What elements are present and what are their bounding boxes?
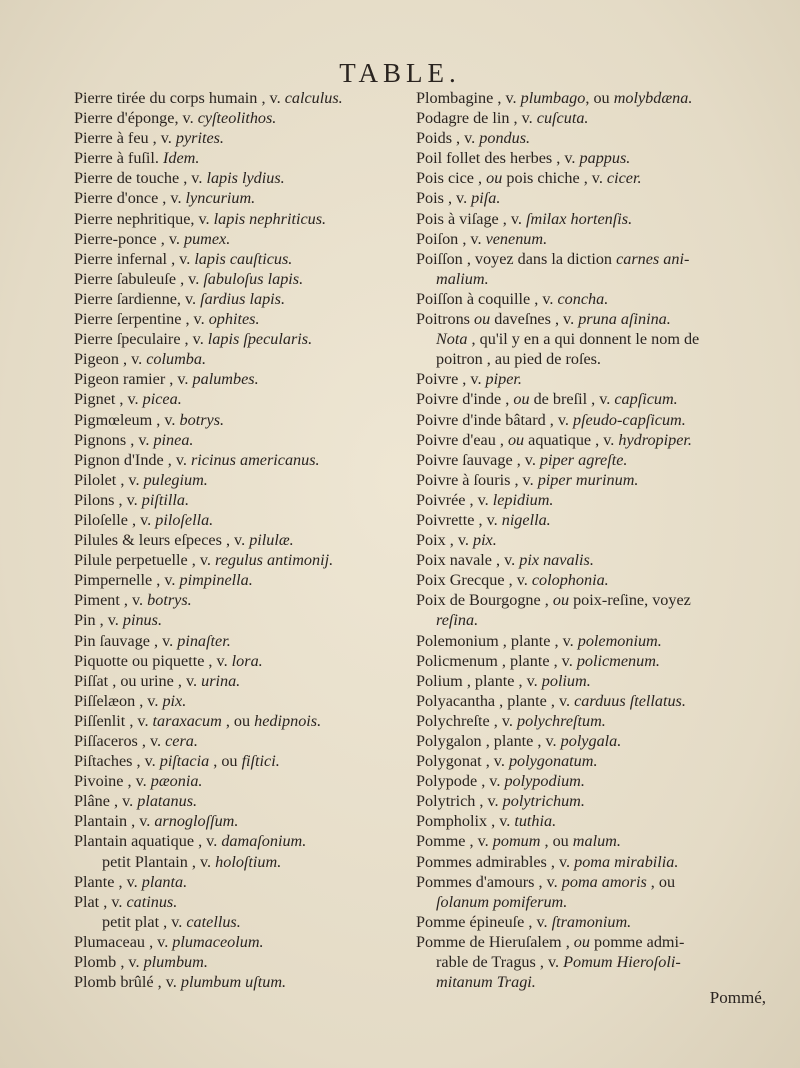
latin-term: piper agreſte. bbox=[539, 450, 628, 469]
latin-term: ou bbox=[513, 390, 530, 409]
latin-term: holoſtium. bbox=[215, 852, 282, 871]
latin-term: ſabuloſus lapis. bbox=[203, 269, 304, 288]
index-entry bbox=[74, 410, 404, 430]
entry-text: Pierre ſardienne, v. bbox=[74, 289, 201, 308]
entry-text: Polium , plante , v. bbox=[416, 671, 542, 690]
entry-text: Poiſſon à coquille , v. bbox=[416, 289, 558, 308]
page-title: TABLE. bbox=[339, 58, 461, 88]
entry-text: poix-reſine, voyez bbox=[569, 591, 691, 610]
entry-text: Pierre à feu , v. bbox=[74, 129, 176, 148]
index-entry bbox=[416, 912, 776, 932]
latin-term: cera. bbox=[165, 732, 198, 750]
index-entry bbox=[416, 389, 776, 409]
entry-text: Poiſon , v. bbox=[416, 229, 486, 248]
entry-text: Pignon d'Inde , v. bbox=[74, 450, 191, 469]
latin-term: ſardius lapis. bbox=[200, 289, 286, 308]
latin-term: polypodium. bbox=[504, 772, 585, 791]
index-entry bbox=[74, 711, 404, 731]
entry-text: Pigeon , v. bbox=[74, 350, 147, 369]
entry-text: Plat , v. bbox=[74, 892, 127, 911]
latin-term: carduus ſtellatus. bbox=[574, 691, 686, 710]
index-entry bbox=[74, 550, 404, 570]
index-entry bbox=[74, 148, 404, 168]
index-entry bbox=[74, 329, 404, 349]
index-entry bbox=[416, 872, 776, 892]
latin-term: piper. bbox=[485, 370, 522, 389]
entry-text: , ou bbox=[221, 711, 255, 730]
right-column bbox=[416, 88, 776, 992]
index-entry bbox=[74, 570, 404, 590]
index-entry bbox=[416, 610, 776, 630]
entry-text: Pois à viſage , v. bbox=[416, 209, 526, 228]
entry-text: Poids , v. bbox=[416, 129, 480, 148]
index-entry bbox=[74, 349, 404, 369]
entry-text: , qu'il y en a qui donnent le nom de bbox=[467, 330, 700, 349]
entry-text: Piſſaceros , v. bbox=[74, 732, 166, 750]
entry-text: Pilons , v. bbox=[74, 490, 142, 509]
latin-term: pulegium. bbox=[143, 470, 208, 489]
index-entry bbox=[74, 892, 404, 912]
entry-text: Pignons , v. bbox=[74, 430, 154, 449]
index-entry bbox=[74, 369, 404, 389]
index-entry bbox=[416, 651, 776, 671]
latin-term: lyncurium. bbox=[185, 189, 256, 208]
latin-term: lepidium. bbox=[492, 490, 554, 509]
latin-term: cicer. bbox=[606, 169, 642, 188]
entry-text: Pierre tirée du corps humain , v. bbox=[74, 89, 285, 107]
entry-text: aquatique , v. bbox=[524, 430, 619, 449]
index-entry bbox=[416, 811, 776, 831]
index-entry bbox=[74, 249, 404, 269]
index-entry bbox=[74, 671, 404, 691]
latin-term: malium. bbox=[436, 269, 489, 288]
latin-term: reſina. bbox=[436, 611, 479, 630]
index-entry bbox=[74, 610, 404, 630]
latin-term: ou bbox=[486, 169, 503, 188]
latin-term: regulus antimonij. bbox=[215, 551, 334, 570]
entry-text: Pin ſauvage , v. bbox=[74, 631, 178, 650]
latin-term: cuſcuta. bbox=[536, 109, 589, 128]
entry-text: Poitrons bbox=[416, 310, 475, 329]
entry-text: poitron , au pied de roſes. bbox=[436, 350, 601, 369]
latin-term: pſeudo-capſicum. bbox=[572, 410, 686, 429]
latin-term: ou bbox=[573, 932, 590, 951]
latin-term: mitanum Tragi. bbox=[436, 973, 536, 992]
latin-term: piſa. bbox=[471, 189, 501, 208]
latin-term: picea. bbox=[142, 390, 182, 409]
index-entry bbox=[74, 831, 404, 851]
latin-term: cyſteolithos. bbox=[197, 109, 277, 128]
entry-text: petit plat , v. bbox=[102, 912, 187, 931]
entry-text: Polygalon , plante , v. bbox=[416, 732, 561, 750]
latin-term: pruna aſinina. bbox=[578, 310, 671, 329]
latin-term: policmenum. bbox=[576, 651, 660, 670]
latin-term: Idem. bbox=[163, 149, 200, 168]
latin-term: poma amoris bbox=[561, 872, 647, 891]
entry-text: Podagre de lin , v. bbox=[416, 109, 537, 128]
entry-text: pomme admi- bbox=[589, 932, 685, 951]
entry-text: Plumaceau , v. bbox=[74, 932, 173, 951]
index-entry bbox=[74, 88, 404, 108]
latin-term: venenum. bbox=[485, 229, 548, 248]
entry-text: Polemonium , plante , v. bbox=[416, 631, 578, 650]
entry-text: rable de Tragus , v. bbox=[436, 953, 564, 972]
entry-text: Pilules & leurs eſpeces , v. bbox=[74, 531, 250, 550]
entry-text: Piſſelæon , v. bbox=[74, 691, 163, 710]
index-entry bbox=[416, 510, 776, 530]
entry-text: , ou bbox=[585, 89, 614, 107]
entry-text: Pierre nephritique, v. bbox=[74, 209, 214, 228]
entry-text: Poivre d'inde bâtard , v. bbox=[416, 410, 573, 429]
index-entry bbox=[416, 570, 776, 590]
index-entry bbox=[416, 530, 776, 550]
index-entry bbox=[416, 209, 776, 229]
entry-text: Pierre-ponce , v. bbox=[74, 229, 184, 248]
index-entry bbox=[74, 209, 404, 229]
entry-text: Piquotte ou piquette , v. bbox=[74, 651, 232, 670]
entry-text: Pilule perpetuelle , v. bbox=[74, 551, 215, 570]
entry-text: Pin , v. bbox=[74, 611, 123, 630]
latin-term: pumex. bbox=[183, 229, 231, 248]
entry-text: Polygonat , v. bbox=[416, 752, 509, 771]
entry-text: Policmenum , plante , v. bbox=[416, 651, 577, 670]
latin-term: malum. bbox=[572, 832, 621, 851]
index-entry bbox=[74, 229, 404, 249]
entry-text: Polyacantha , plante , v. bbox=[416, 691, 575, 710]
entry-text: Pois , v. bbox=[416, 189, 472, 208]
index-entry bbox=[74, 470, 404, 490]
index-entry bbox=[74, 651, 404, 671]
latin-term: columba. bbox=[146, 350, 207, 369]
index-entry bbox=[416, 309, 776, 329]
latin-term: urina. bbox=[201, 671, 241, 690]
latin-term: pappus. bbox=[579, 149, 631, 168]
entry-text: Pommes admirables , v. bbox=[416, 852, 575, 871]
index-entry bbox=[74, 389, 404, 409]
latin-term: piſtacia bbox=[159, 752, 210, 771]
entry-text: Poiſſon , voyez dans la diction bbox=[416, 249, 617, 268]
latin-term: ou bbox=[507, 430, 525, 449]
latin-term: pix. bbox=[472, 531, 497, 550]
entry-text: daveſnes , v. bbox=[490, 310, 579, 329]
entry-text: Pigmœleum , v. bbox=[74, 410, 180, 429]
entry-text: Poivre à ſouris , v. bbox=[416, 470, 538, 489]
entry-text: Pignet , v. bbox=[74, 390, 143, 409]
latin-term: polygala. bbox=[560, 732, 622, 750]
latin-term: ricinus americanus. bbox=[190, 450, 320, 469]
latin-term: Pomum Hieroſoli- bbox=[563, 953, 681, 972]
latin-term: pinus. bbox=[122, 611, 163, 630]
entry-text: Plantain , v. bbox=[74, 812, 155, 831]
latin-term: palumbes. bbox=[192, 370, 259, 389]
entry-text: Poivre d'inde , bbox=[416, 390, 514, 409]
entry-text: Pierre ſerpentine , v. bbox=[74, 310, 209, 329]
entry-text: Pivoine , v. bbox=[74, 772, 151, 791]
index-entry bbox=[416, 168, 776, 188]
left-column bbox=[74, 88, 404, 992]
latin-term: pæonia. bbox=[150, 772, 203, 791]
index-entry bbox=[416, 751, 776, 771]
entry-text: , ou bbox=[209, 752, 242, 771]
index-entry bbox=[416, 771, 776, 791]
latin-term: piſtilla. bbox=[141, 490, 189, 509]
entry-text: Poivre , v. bbox=[416, 370, 486, 389]
latin-term: taraxacum bbox=[152, 711, 222, 730]
index-entry bbox=[416, 229, 776, 249]
index-entry bbox=[416, 691, 776, 711]
latin-term: planta. bbox=[141, 872, 188, 891]
index-entry bbox=[416, 148, 776, 168]
index-entry bbox=[416, 550, 776, 570]
latin-term: poma mirabilia. bbox=[574, 852, 679, 871]
latin-term: hydropiper. bbox=[618, 430, 692, 449]
index-entry bbox=[74, 168, 404, 188]
latin-term: calculus. bbox=[284, 89, 343, 107]
entry-text: Plantain aquatique , v. bbox=[74, 832, 222, 851]
index-entry bbox=[74, 731, 404, 751]
index-entry bbox=[416, 490, 776, 510]
entry-text: Piment , v. bbox=[74, 591, 148, 610]
latin-term: polytrichum. bbox=[502, 792, 585, 811]
entry-text: Poil follet des herbes , v. bbox=[416, 149, 580, 168]
entry-text: Piſſat , ou urine , v. bbox=[74, 671, 202, 690]
index-entry bbox=[416, 369, 776, 389]
index-entry bbox=[74, 590, 404, 610]
entry-text: , ou bbox=[540, 832, 573, 851]
index-entry bbox=[416, 892, 776, 912]
latin-term: lapis nephriticus. bbox=[213, 209, 327, 228]
latin-term: catinus. bbox=[126, 892, 178, 911]
entry-text: Polychreſte , v. bbox=[416, 711, 517, 730]
entry-text: Pilolet , v. bbox=[74, 470, 144, 489]
latin-term: piloſella. bbox=[155, 510, 214, 529]
index-entry bbox=[416, 631, 776, 651]
latin-term: hedipnois. bbox=[254, 711, 322, 730]
index-entry bbox=[416, 470, 776, 490]
latin-term: ou bbox=[474, 310, 491, 329]
index-entry bbox=[74, 108, 404, 128]
latin-term: lapis cauſticus. bbox=[194, 249, 293, 268]
latin-term: ou bbox=[552, 591, 570, 610]
latin-term: pix navalis. bbox=[519, 551, 594, 570]
entry-text: de breſil , v. bbox=[529, 390, 615, 409]
entry-text: Pommes d'amours , v. bbox=[416, 872, 562, 891]
latin-term: plumaceolum. bbox=[172, 932, 264, 951]
index-entry bbox=[416, 932, 776, 952]
entry-text: Poix navale , v. bbox=[416, 551, 520, 570]
index-entry bbox=[416, 711, 776, 731]
index-entry bbox=[416, 128, 776, 148]
latin-term: pondus. bbox=[479, 129, 531, 148]
entry-text: Pierre à fuſil. bbox=[74, 149, 163, 168]
entry-text: Poix Grecque , v. bbox=[416, 571, 532, 590]
latin-term: carnes ani- bbox=[616, 249, 690, 268]
latin-term: lapis ſpecularis. bbox=[207, 330, 313, 349]
index-entry bbox=[74, 771, 404, 791]
entry-text: Poivrette , v. bbox=[416, 510, 502, 529]
latin-term: lora. bbox=[231, 651, 263, 670]
index-entry bbox=[416, 671, 776, 691]
latin-term: piper murinum. bbox=[537, 470, 639, 489]
latin-term: plumbum uſtum. bbox=[180, 973, 287, 992]
entry-text: Pierre infernal , v. bbox=[74, 249, 195, 268]
latin-term: polemonium. bbox=[577, 631, 662, 650]
entry-text: Pompholix , v. bbox=[416, 812, 515, 831]
index-entry bbox=[74, 631, 404, 651]
entry-text: Piſſenlit , v. bbox=[74, 711, 153, 730]
index-entry bbox=[74, 972, 404, 992]
index-entry bbox=[74, 952, 404, 972]
entry-text: Plomb brûlé , v. bbox=[74, 973, 181, 992]
latin-term: capſicum. bbox=[614, 390, 678, 409]
latin-term: pomum bbox=[492, 832, 541, 851]
index-entry bbox=[416, 831, 776, 851]
latin-term: pimpinella. bbox=[179, 571, 253, 590]
index-entry bbox=[74, 269, 404, 289]
index-entry bbox=[74, 530, 404, 550]
latin-term: molybdæna. bbox=[613, 89, 693, 107]
index-entry bbox=[74, 932, 404, 952]
latin-term: ophites. bbox=[208, 310, 260, 329]
latin-term: catellus. bbox=[186, 912, 241, 931]
index-entry bbox=[416, 289, 776, 309]
index-entry bbox=[416, 952, 776, 972]
index-entry bbox=[416, 349, 776, 369]
latin-term: polychreſtum. bbox=[517, 711, 606, 730]
entry-text: Poivre d'eau , bbox=[416, 430, 508, 449]
entry-text: Plombagine , v. bbox=[416, 89, 521, 107]
index-entry bbox=[416, 430, 776, 450]
index-entry bbox=[416, 188, 776, 208]
index-entry bbox=[416, 249, 776, 269]
entry-text: Poix , v. bbox=[416, 531, 473, 550]
entry-text: Polytrich , v. bbox=[416, 792, 503, 811]
entry-text: , ou bbox=[646, 872, 676, 891]
entry-text: petit Plantain , v. bbox=[102, 852, 216, 871]
entry-text: pois chiche , v. bbox=[502, 169, 607, 188]
entry-text: Plante , v. bbox=[74, 872, 142, 891]
entry-text: Plâne , v. bbox=[74, 792, 138, 811]
entry-text: Pois cice , bbox=[416, 169, 487, 188]
entry-text: Pierre ſabuleuſe , v. bbox=[74, 269, 204, 288]
index-entry bbox=[416, 852, 776, 872]
index-entry bbox=[74, 450, 404, 470]
latin-term: arnogloſſum. bbox=[154, 812, 239, 831]
latin-term: botrys. bbox=[147, 591, 192, 610]
index-entry bbox=[416, 329, 776, 349]
latin-term: colophonia. bbox=[531, 571, 609, 590]
entry-text: Poix de Bourgogne , bbox=[416, 591, 553, 610]
index-entry bbox=[74, 912, 404, 932]
index-entry bbox=[74, 289, 404, 309]
index-entry bbox=[74, 510, 404, 530]
entry-text: Polypode , v. bbox=[416, 772, 505, 791]
entry-text: Poivrée , v. bbox=[416, 490, 493, 509]
index-entry bbox=[74, 852, 404, 872]
latin-term: tuthia. bbox=[514, 812, 557, 831]
entry-text: Poivre ſauvage , v. bbox=[416, 450, 540, 469]
index-entry bbox=[416, 88, 776, 108]
entry-text: Pigeon ramier , v. bbox=[74, 370, 193, 389]
entry-text: Pomme , v. bbox=[416, 832, 493, 851]
entry-text: Piloſelle , v. bbox=[74, 510, 156, 529]
index-entry bbox=[416, 791, 776, 811]
latin-term: ſtramonium. bbox=[551, 912, 632, 931]
latin-term: fiſtici. bbox=[241, 752, 280, 771]
latin-term: ſmilax hortenſis. bbox=[526, 209, 633, 228]
latin-term: pix. bbox=[162, 691, 187, 710]
index-entry bbox=[74, 691, 404, 711]
index-entry bbox=[416, 269, 776, 289]
index-entry bbox=[416, 410, 776, 430]
index-entry bbox=[74, 430, 404, 450]
latin-term: ſolanum pomiferum. bbox=[436, 892, 568, 911]
latin-term: pilulæ. bbox=[249, 531, 294, 550]
entry-text: Plomb , v. bbox=[74, 953, 144, 972]
index-entry bbox=[74, 811, 404, 831]
latin-term: lapis lydius. bbox=[206, 169, 285, 188]
latin-term: pyrites. bbox=[175, 129, 224, 148]
entry-text: Pomme de Hieruſalem , bbox=[416, 932, 574, 951]
index-entry bbox=[74, 872, 404, 892]
latin-term: polium. bbox=[541, 671, 591, 690]
catchword: Pommé, bbox=[709, 988, 766, 1007]
entry-text: Piſtaches , v. bbox=[74, 752, 160, 771]
index-entry bbox=[74, 490, 404, 510]
index-entry bbox=[74, 309, 404, 329]
entry-text: Pimpernelle , v. bbox=[74, 571, 180, 590]
index-entry bbox=[416, 590, 776, 610]
entry-text: Pierre d'once , v. bbox=[74, 189, 186, 208]
latin-term: damaſonium. bbox=[221, 832, 307, 851]
index-entry bbox=[416, 450, 776, 470]
latin-term: nigella. bbox=[501, 510, 551, 529]
index-entry bbox=[74, 751, 404, 771]
index-entry bbox=[74, 188, 404, 208]
entry-text: Pierre de touche , v. bbox=[74, 169, 207, 188]
index-entry bbox=[74, 791, 404, 811]
latin-term: botrys. bbox=[179, 410, 225, 429]
latin-term: plumbago bbox=[520, 89, 586, 107]
entry-text: Pierre ſpeculaire , v. bbox=[74, 330, 208, 349]
latin-term: pinaſter. bbox=[177, 631, 231, 650]
index-entry bbox=[416, 108, 776, 128]
latin-term: Nota bbox=[436, 330, 468, 349]
latin-term: concha. bbox=[557, 289, 609, 308]
latin-term: polygonatum. bbox=[508, 752, 598, 771]
index-entry bbox=[416, 731, 776, 751]
latin-term: platanus. bbox=[137, 792, 198, 811]
index-entry bbox=[74, 128, 404, 148]
latin-term: plumbum. bbox=[143, 953, 208, 972]
entry-text: Pierre d'éponge, v. bbox=[74, 109, 198, 128]
latin-term: pinea. bbox=[153, 430, 194, 449]
entry-text: Pomme épineuſe , v. bbox=[416, 912, 552, 931]
